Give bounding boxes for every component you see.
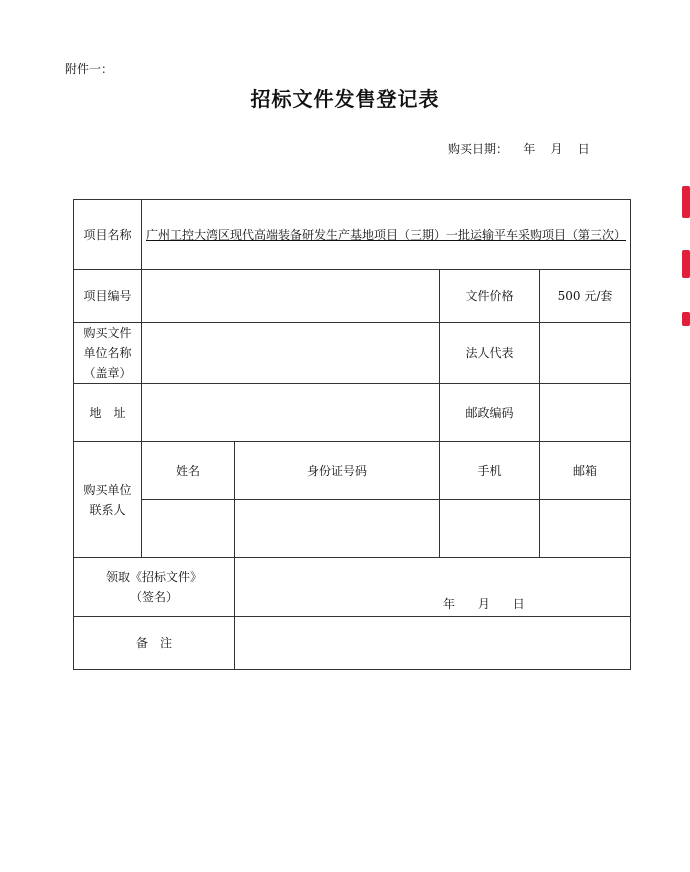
contact-header-email: 邮箱 [540,442,631,500]
contact-phone-field[interactable] [440,500,540,558]
receive-date: 年 月 日 [443,597,525,611]
remark-label: 备 注 [74,617,235,670]
project-name-label: 项目名称 [74,200,142,270]
stamp-fragment [682,312,690,326]
document-price-label: 文件价格 [440,270,540,323]
address-field[interactable] [142,384,440,442]
contact-header-id: 身份证号码 [235,442,440,500]
contact-header-phone: 手机 [440,442,540,500]
remark-field[interactable] [235,617,631,670]
registration-table [73,199,631,670]
legal-rep-field[interactable] [540,323,631,384]
address-row [74,384,631,442]
buyer-row [74,323,631,384]
project-number-row [74,270,631,323]
project-number-label: 项目编号 [74,270,142,323]
project-name-row [74,200,631,270]
signature-field[interactable] [235,558,631,617]
contact-label: 购买单位 联系人 [74,442,142,558]
contact-id-field[interactable] [235,500,440,558]
contact-input-row [74,500,631,558]
receive-row [74,558,631,617]
attachment-label: 附件一： [65,62,114,76]
contact-email-field[interactable] [540,500,631,558]
stamp-fragment [682,250,690,278]
address-label: 地 址 [74,384,142,442]
purchase-date: 购买日期： 年 月 日 [448,142,590,156]
project-name-value[interactable] [142,200,631,270]
buyer-unit-label: 购买文件 单位名称 （盖章） [74,323,142,384]
contact-header-row [74,442,631,500]
form-title: 招标文件发售登记表 [250,87,440,111]
project-name-link[interactable]: 广州工控大湾区现代高端装备研发生产基地项目（三期）一批运输平车采购项目（第三次） [146,227,627,242]
buyer-unit-field[interactable] [142,323,440,384]
contact-name-field[interactable] [142,500,235,558]
project-number-field[interactable] [142,270,440,323]
receive-label: 领取《招标文件》 （签名） [74,558,235,617]
postcode-field[interactable] [540,384,631,442]
document-price-value: 500 元/套 [540,270,631,323]
remark-row [74,617,631,670]
legal-rep-label: 法人代表 [440,323,540,384]
contact-header-name: 姓名 [142,442,235,500]
postcode-label: 邮政编码 [440,384,540,442]
stamp-fragment [682,186,690,218]
